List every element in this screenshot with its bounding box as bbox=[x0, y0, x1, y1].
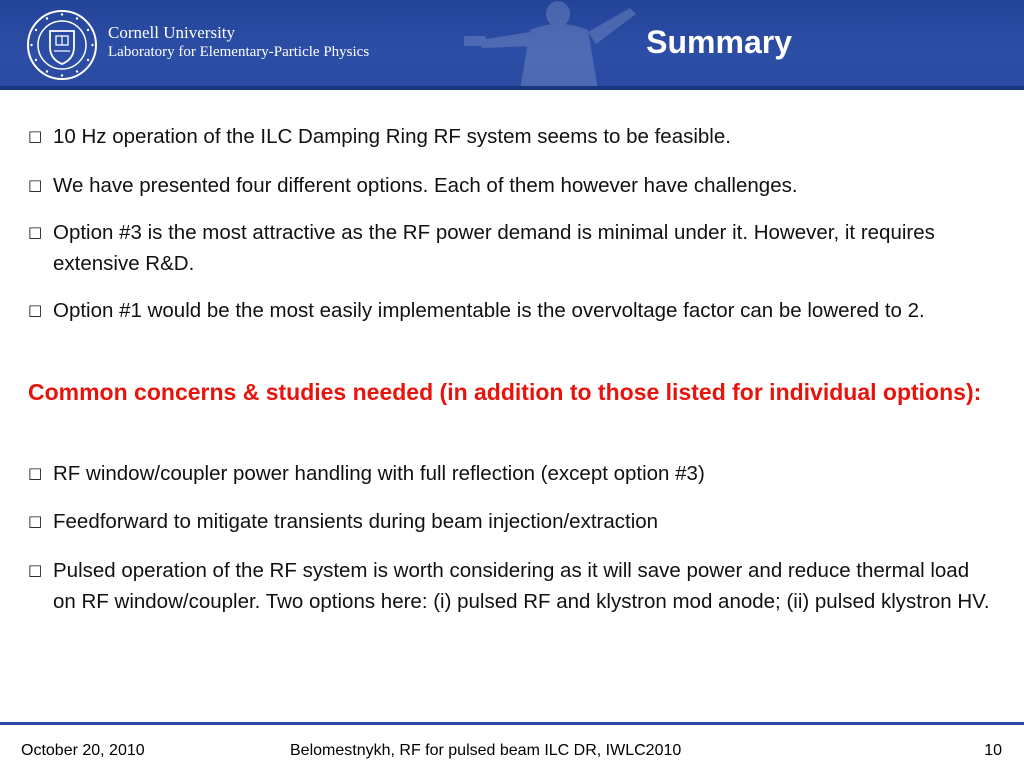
slide-title: Summary bbox=[646, 24, 792, 60]
bullet-text: Option #3 is the most attractive as the RF power demand is minimal under it. However, it requires extensive R&D. bbox=[53, 221, 935, 275]
footer-title: Belomestnykh, RF for pulsed beam ILC DR, IWLC2010 bbox=[290, 742, 682, 759]
page-number: 10 bbox=[984, 742, 1002, 759]
bullet-text: 10 Hz operation of the ILC Damping Ring RF system seems to be feasible. bbox=[53, 125, 731, 148]
bullet-text: Feedforward to mitigate transients during beam injection/extraction bbox=[53, 510, 659, 533]
statue-watermark-icon bbox=[460, 0, 650, 90]
checkbox-bullet-icon: □ bbox=[28, 561, 43, 579]
bullet-item bbox=[28, 506, 993, 537]
bullet-item bbox=[28, 555, 993, 617]
checkbox-bullet-icon: □ bbox=[28, 512, 43, 530]
checkbox-bullet-icon: □ bbox=[28, 176, 43, 194]
bullet-text: We have presented four different options. Each of them however have challenges. bbox=[53, 174, 798, 197]
checkbox-bullet-icon: □ bbox=[28, 127, 43, 145]
bullet-item bbox=[28, 121, 993, 152]
cornell-seal-icon bbox=[26, 9, 98, 81]
checkbox-bullet-icon: □ bbox=[28, 301, 43, 319]
bullet-text: Pulsed operation of the RF system is worth considering as it will save power and reduce thermal load on RF window/coupler. Two options here: (i) pulsed RF and klystron mod anode; (ii) pulsed klystron HV. bbox=[53, 559, 990, 613]
bullet-item bbox=[28, 295, 993, 326]
bullet-item bbox=[28, 217, 993, 279]
footer-date: October 20, 2010 bbox=[21, 742, 145, 759]
header-divider bbox=[0, 86, 1024, 90]
section-heading: Common concerns & studies needed (in addition to those listed for individual options): bbox=[28, 379, 982, 405]
bullet-text: Option #1 would be the most easily implementable is the overvoltage factor can be lowered to 2. bbox=[53, 299, 925, 322]
slide-header bbox=[0, 0, 1024, 90]
footer-divider bbox=[0, 722, 1024, 725]
laboratory-name: Laboratory for Elementary-Particle Physics bbox=[108, 44, 370, 60]
checkbox-bullet-icon: □ bbox=[28, 223, 43, 241]
checkbox-bullet-icon: □ bbox=[28, 464, 43, 482]
bullet-text: RF window/coupler power handling with full reflection (except option #3) bbox=[53, 462, 705, 485]
bullet-item bbox=[28, 170, 993, 201]
university-name: Cornell University bbox=[108, 23, 236, 42]
bullet-item bbox=[28, 458, 993, 489]
